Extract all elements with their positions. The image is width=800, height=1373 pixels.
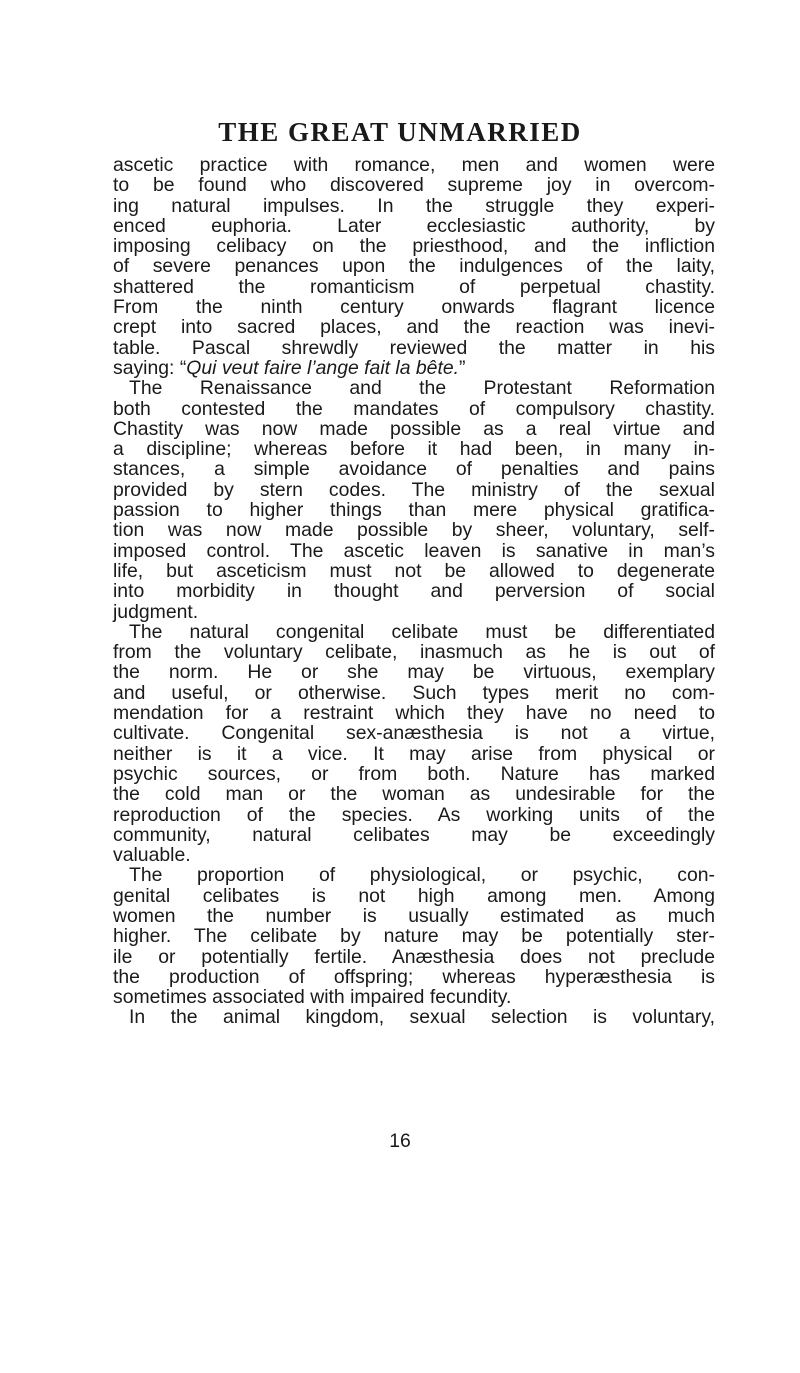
text-line: a discipline; whereas before it had been, in many in-: [113, 438, 715, 461]
text-line: passion to higher things than mere physical gratifica-: [113, 499, 715, 522]
text-line: table. Pascal shrewdly reviewed the matter in his: [113, 336, 715, 359]
quotation-suffix: ”: [459, 356, 466, 379]
text-line: higher. The celibate by nature may be potentially ster-: [113, 925, 715, 948]
text-line: ing natural impulses. In the struggle they experi-: [113, 194, 715, 217]
text-line: judgment.: [113, 600, 199, 623]
text-line: into morbidity in thought and perversion of social: [113, 580, 715, 603]
text-line: of severe penances upon the indulgences of the laity,: [113, 255, 715, 278]
text-line: both contested the mandates of compulsory chastity.: [113, 397, 715, 420]
text-line: enced euphoria. Later ecclesiastic authority, by: [113, 214, 715, 237]
text-line: the production of offspring; whereas hyperæsthesia is: [113, 965, 715, 988]
text-line: From the ninth century onwards flagrant licence: [113, 296, 715, 319]
text-line: mendation for a restraint which they have no need to: [113, 702, 715, 725]
text-line: ile or potentially fertile. Anæsthesia does not preclude: [113, 945, 715, 968]
text-line: community, natural celibates may be exceedingly: [113, 823, 715, 846]
text-line: genital celibates is not high among men. Among: [113, 884, 715, 907]
text-line: to be found who discovered supreme joy in overcom-: [113, 174, 715, 197]
body-text: [113, 155, 715, 1028]
text-line: women the number is usually estimated as much: [113, 904, 715, 927]
text-line: crept into sacred places, and the reaction was inevi-: [113, 316, 715, 339]
text-line: shattered the romanticism of perpetual chastity.: [113, 275, 715, 298]
text-line: from the voluntary celibate, inasmuch as he is out of: [113, 641, 715, 664]
quotation-line: [113, 358, 715, 378]
text-line: Chastity was now made possible as a real virtue and: [113, 417, 715, 440]
text-line: life, but asceticism must not be allowed to degenerate: [113, 559, 715, 582]
text-line: stances, a simple avoidance of penalties and pains: [113, 458, 715, 481]
text-line: and useful, or otherwise. Such types merit no com-: [113, 681, 715, 704]
text-line: ascetic practice with romance, men and women were: [113, 154, 715, 176]
paragraph-start: The natural congenital celibate must be differentiated: [129, 620, 715, 643]
text-line: reproduction of the species. As working units of the: [113, 803, 715, 826]
text-line: tion was now made possible by sheer, voluntary, self-: [113, 519, 715, 542]
french-quotation: Qui veut faire l’ange fait la bête.: [186, 356, 460, 379]
text-line: neither is it a vice. It may arise from physical or: [113, 742, 715, 765]
text-line: provided by stern codes. The ministry of the sexual: [113, 478, 715, 501]
text-line: psychic sources, or from both. Nature has marked: [113, 762, 715, 785]
text-line: sometimes associated with impaired fecundity.: [113, 986, 512, 1009]
text-line: valuable.: [113, 844, 191, 867]
text-line: the cold man or the woman as undesirable for the: [113, 783, 715, 806]
text-line: cultivate. Congenital sex-anæsthesia is not a virtue,: [113, 722, 715, 745]
page-number: 16: [389, 1130, 411, 1152]
text-line: the norm. He or she may be virtuous, exemplary: [113, 661, 715, 684]
paragraph-start: The proportion of physiological, or psychic, con-: [129, 864, 715, 887]
quotation-prefix: saying: “: [113, 356, 187, 379]
running-head: THE GREAT UNMARRIED: [218, 117, 582, 147]
text-line: imposed control. The ascetic leaven is sanative in man’s: [113, 539, 715, 562]
text-line: imposing celibacy on the priesthood, and the infliction: [113, 235, 715, 258]
paragraph-start: In the animal kingdom, sexual selection is voluntary,: [129, 1006, 715, 1029]
paragraph-start: The Renaissance and the Protestant Reformation: [129, 377, 715, 400]
